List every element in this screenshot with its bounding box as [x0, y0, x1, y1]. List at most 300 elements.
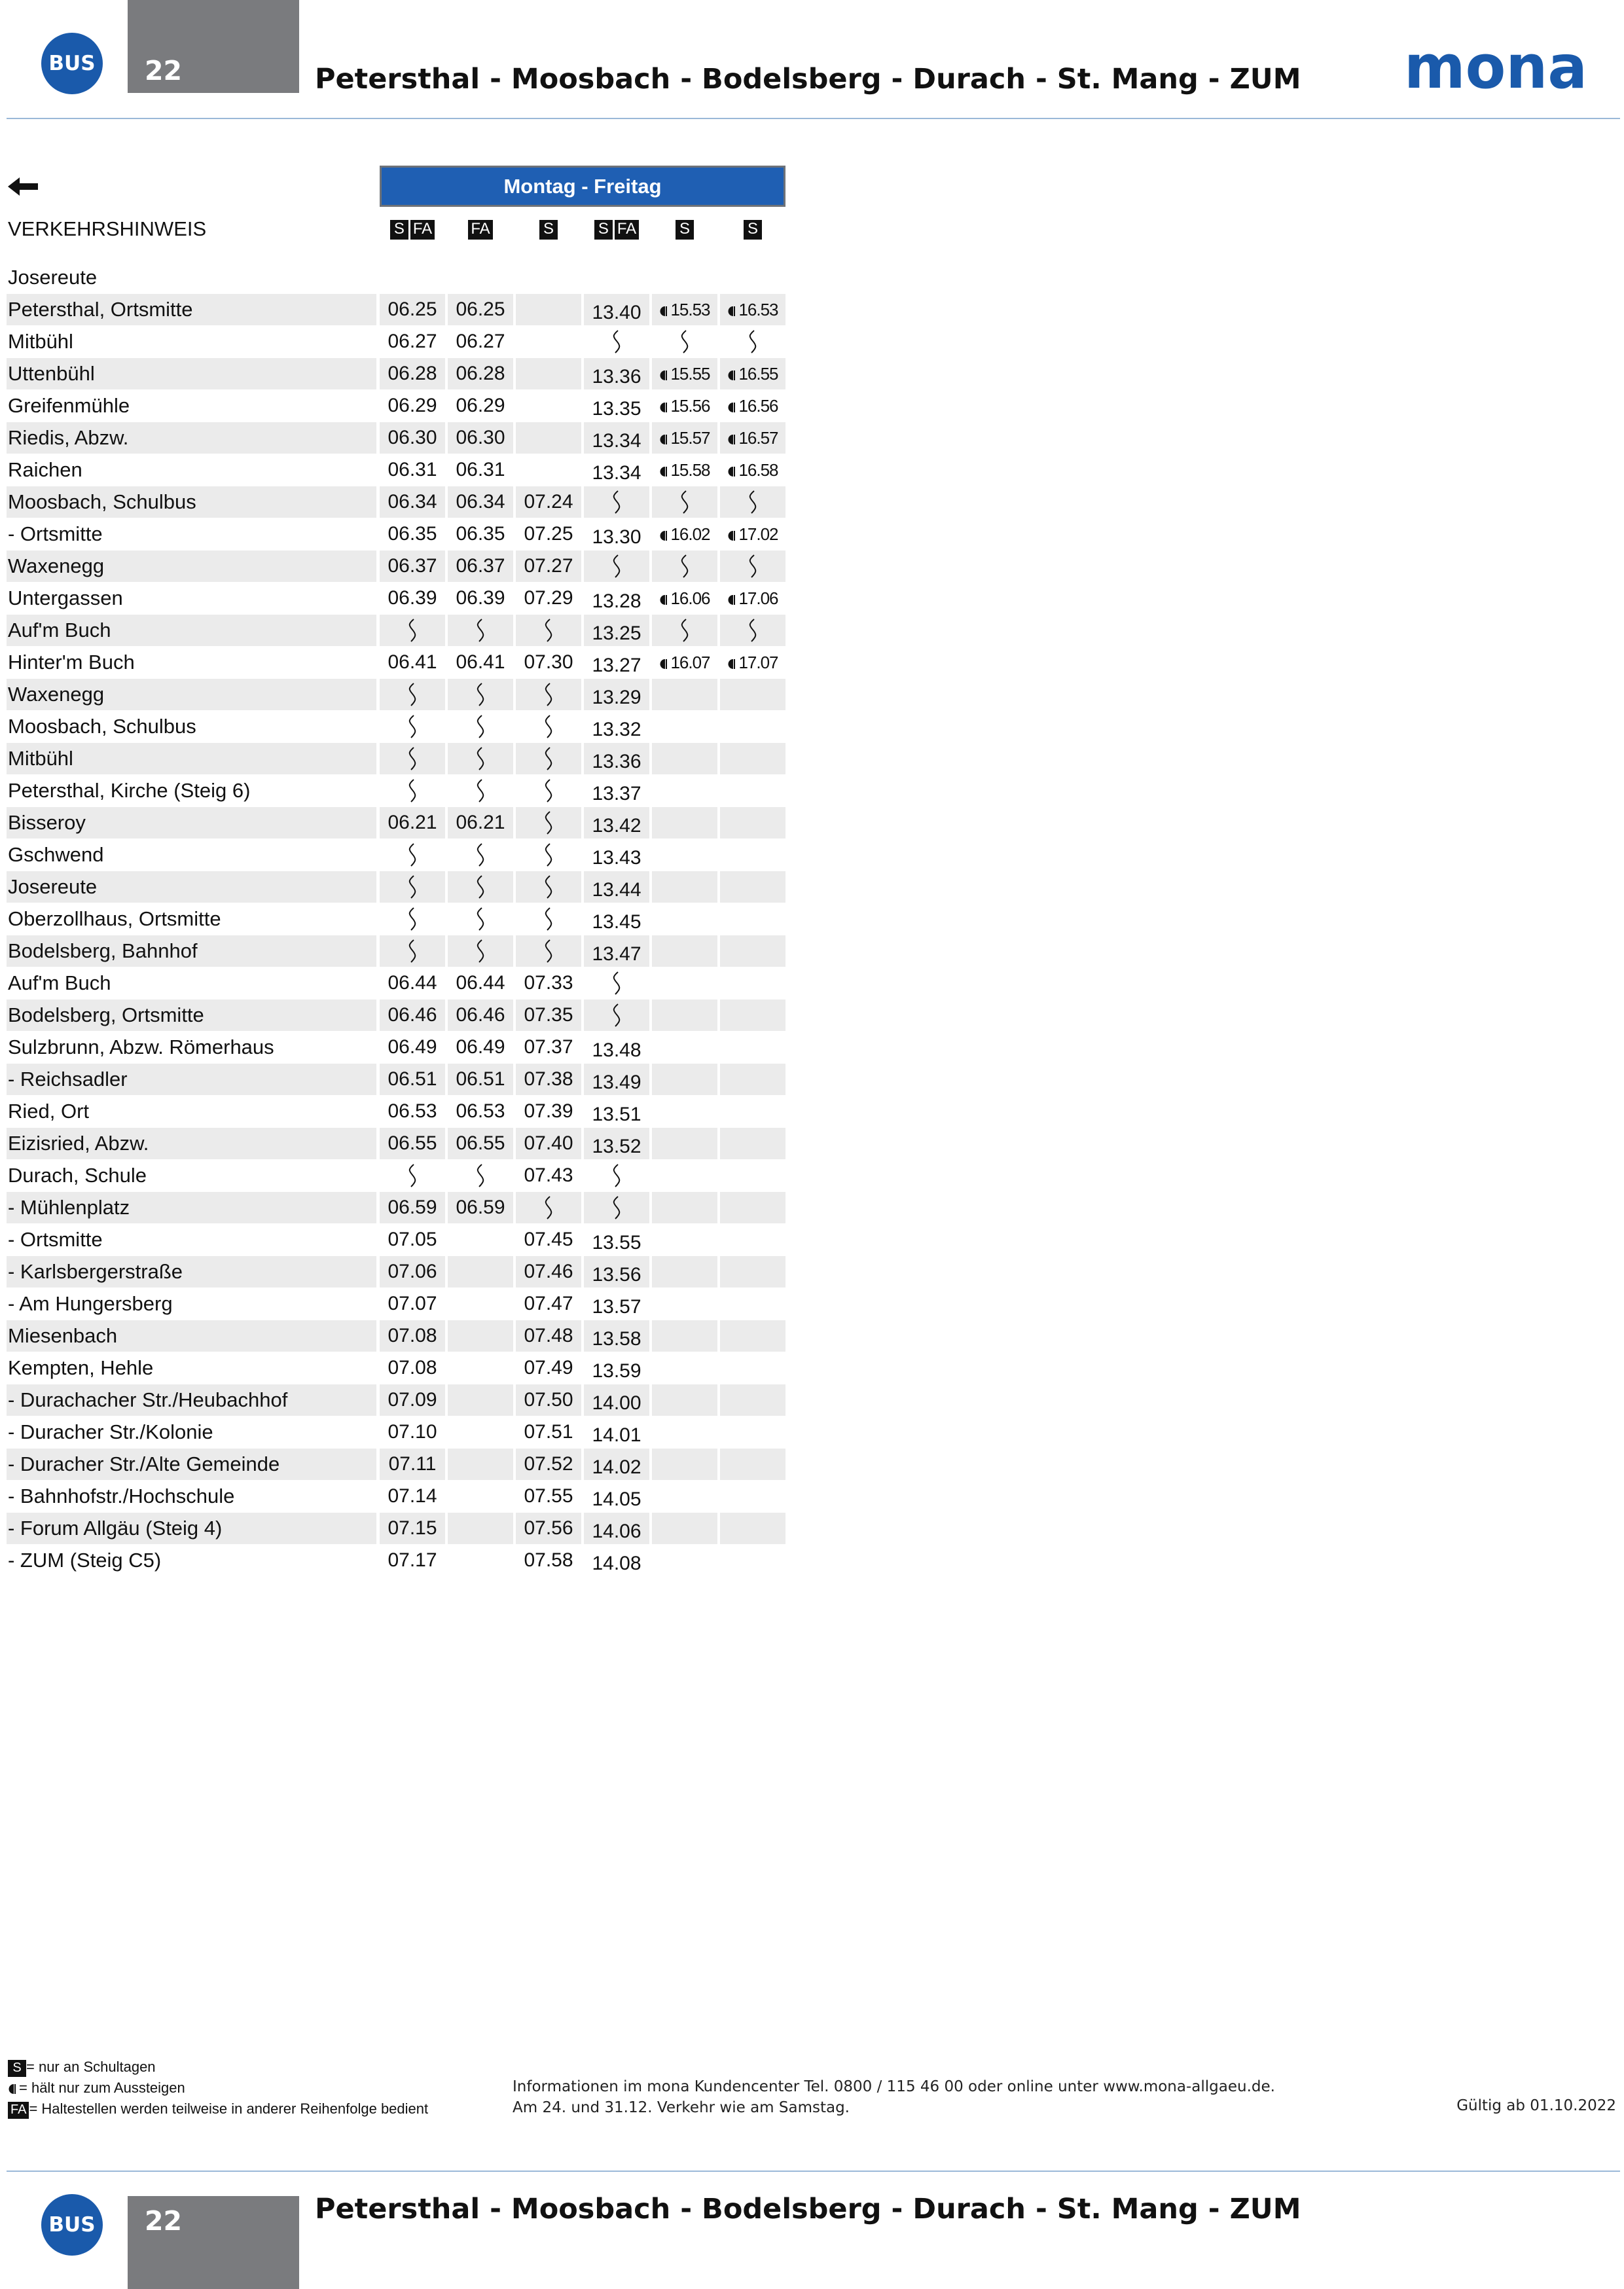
empty-time-cell	[448, 1384, 513, 1416]
header-divider	[7, 118, 1620, 119]
timetable-row	[0, 903, 792, 935]
passes-without-stop-icon	[720, 486, 785, 518]
empty-time-cell	[720, 1192, 785, 1223]
time-value: 06.41	[388, 651, 437, 673]
departure-time	[380, 967, 445, 999]
time-value: 07.05	[388, 1229, 437, 1250]
empty-time-cell	[720, 1256, 785, 1288]
stop-name: Petersthal, Kirche (Steig 6)	[8, 779, 251, 802]
stop-name: Bisseroy	[7, 807, 376, 838]
passes-without-stop-icon	[720, 615, 785, 646]
departure-time	[584, 294, 649, 325]
empty-time-cell	[448, 1256, 513, 1288]
stop-name: Mitbühl	[8, 330, 73, 353]
exit-only-icon	[659, 434, 669, 445]
time-value: 07.55	[524, 1485, 573, 1507]
route-title: Petersthal - Moosbach - Bodelsberg - Durach - St. Mang - ZUM	[315, 2193, 1301, 2226]
time-value: 07.35	[524, 1004, 573, 1026]
departure-time	[720, 454, 785, 486]
time-value: 13.59	[592, 1360, 641, 1382]
time-value: 16.53	[738, 300, 778, 319]
passes-without-stop-icon	[516, 903, 581, 935]
day-type-banner	[380, 166, 785, 207]
time-value: 13.49	[592, 1072, 641, 1093]
departure-time	[380, 486, 445, 518]
passes-without-stop-icon	[380, 743, 445, 774]
school-days-badge: S	[744, 220, 762, 240]
mona-logo-text: mona	[1404, 43, 1587, 94]
departure-time	[380, 294, 445, 325]
passes-without-stop-icon	[380, 775, 445, 806]
exit-only-icon	[727, 658, 737, 670]
departure-time	[516, 1160, 581, 1191]
time-value: 07.46	[524, 1261, 573, 1282]
departure-time	[516, 550, 581, 582]
time-value: 06.37	[456, 555, 505, 577]
departure-time	[448, 454, 513, 486]
time-value: 13.47	[592, 943, 641, 965]
timetable-row	[0, 358, 792, 390]
legend-order-text: = Haltestellen werden teilweise in anderer Reihenfolge bedient	[29, 2100, 429, 2117]
empty-time-cell	[652, 839, 717, 871]
timetable-row	[0, 1032, 792, 1064]
time-value: 07.06	[388, 1261, 437, 1282]
time-value: 07.09	[388, 1389, 437, 1411]
timetable-row	[0, 839, 792, 871]
time-value: 06.25	[388, 298, 437, 320]
passes-without-stop-icon	[584, 1000, 649, 1031]
empty-time-cell	[516, 422, 581, 454]
time-value: 13.37	[592, 783, 641, 804]
departure-time	[516, 1545, 581, 1576]
time-value: 14.02	[592, 1456, 641, 1478]
line-number-box	[128, 0, 299, 93]
empty-time-cell	[652, 807, 717, 838]
time-value: 06.59	[456, 1197, 505, 1218]
departure-time	[516, 1224, 581, 1255]
timetable-row	[0, 1000, 792, 1032]
time-value: 07.56	[524, 1517, 573, 1539]
passes-without-stop-icon	[516, 935, 581, 967]
departure-time	[380, 422, 445, 454]
departure-time	[448, 1128, 513, 1159]
stop-name: Sulzbrunn, Abzw. Römerhaus	[8, 1036, 274, 1058]
empty-time-cell	[652, 935, 717, 967]
time-value: 06.44	[388, 972, 437, 994]
exit-only-icon	[659, 594, 669, 605]
trip-note-cell	[652, 219, 717, 241]
passes-without-stop-icon	[652, 615, 717, 646]
empty-time-cell	[448, 1449, 513, 1480]
time-value: 06.31	[388, 459, 437, 480]
empty-time-cell	[448, 1320, 513, 1352]
time-value: 13.57	[592, 1296, 641, 1318]
time-value: 06.31	[456, 459, 505, 480]
stop-name: - Forum Allgäu (Steig 4)	[7, 1513, 376, 1544]
empty-time-cell	[720, 1288, 785, 1320]
customer-info	[513, 2076, 1275, 2118]
exit-only-icon	[727, 466, 737, 477]
passes-without-stop-icon	[448, 743, 513, 774]
stop-name: - Am Hungersberg	[8, 1292, 173, 1315]
stop-name: Bodelsberg, Ortsmitte	[7, 1000, 376, 1031]
time-value: 13.36	[592, 751, 641, 772]
empty-time-cell	[448, 1513, 513, 1544]
trip-note-cell	[380, 219, 445, 241]
empty-time-cell	[720, 711, 785, 742]
passes-without-stop-icon	[448, 775, 513, 806]
time-value: 16.57	[738, 428, 778, 448]
time-value: 13.42	[592, 815, 641, 837]
time-value: 13.43	[592, 847, 641, 869]
passes-without-stop-icon	[584, 1160, 649, 1191]
time-value: 17.02	[738, 524, 778, 544]
departure-time	[516, 1513, 581, 1544]
passes-without-stop-icon	[584, 550, 649, 582]
bus-mode-icon	[41, 33, 103, 94]
exit-only-icon	[8, 2083, 18, 2095]
timetable-row	[0, 1384, 792, 1416]
timetable-row	[0, 1160, 792, 1192]
departure-time	[380, 358, 445, 389]
time-value: 15.53	[670, 300, 710, 319]
stop-name: Auf'm Buch	[8, 971, 111, 994]
stop-name: Bodelsberg, Bahnhof	[7, 935, 376, 967]
empty-time-cell	[652, 1320, 717, 1352]
passes-without-stop-icon	[380, 903, 445, 935]
departure-time	[584, 583, 649, 614]
timetable-row	[0, 294, 792, 326]
time-value: 07.39	[524, 1100, 573, 1122]
time-value: 07.11	[388, 1453, 437, 1475]
empty-time-cell	[720, 1481, 785, 1512]
timetable-row	[0, 807, 792, 839]
passes-without-stop-icon	[380, 935, 445, 967]
empty-time-cell	[448, 1545, 513, 1576]
departure-time	[516, 1064, 581, 1095]
empty-time-cell	[516, 262, 581, 293]
departure-time	[448, 1192, 513, 1223]
time-value: 06.49	[388, 1036, 437, 1058]
empty-time-cell	[652, 1288, 717, 1320]
timetable-row	[0, 967, 792, 1000]
time-value: 07.49	[524, 1357, 573, 1379]
time-value: 13.25	[592, 622, 641, 644]
departure-time	[584, 1096, 649, 1127]
passes-without-stop-icon	[516, 871, 581, 903]
departure-time	[584, 1416, 649, 1448]
departure-time	[584, 1449, 649, 1480]
arrow-left-icon	[7, 175, 39, 201]
stop-name: Greifenmühle	[8, 394, 130, 417]
exit-only-icon	[659, 370, 669, 381]
time-value: 13.35	[592, 398, 641, 420]
order-badge: FA	[468, 220, 492, 240]
line-number: 22	[145, 2205, 183, 2237]
departure-time	[720, 358, 785, 389]
legend-exit-only-text: = hält nur zum Aussteigen	[19, 2080, 185, 2096]
time-value: 14.00	[592, 1392, 641, 1414]
departure-time	[448, 390, 513, 422]
time-value: 07.08	[388, 1325, 437, 1346]
exit-only-icon	[727, 402, 737, 413]
empty-time-cell	[720, 903, 785, 935]
departure-time	[380, 1128, 445, 1159]
empty-time-cell	[720, 1416, 785, 1448]
legend-school-days	[8, 2057, 428, 2078]
empty-time-cell	[720, 679, 785, 710]
departure-time	[516, 518, 581, 550]
time-value: 13.48	[592, 1039, 641, 1061]
empty-time-cell	[720, 1160, 785, 1191]
time-value: 06.46	[388, 1004, 437, 1026]
time-value: 06.53	[388, 1100, 437, 1122]
passes-without-stop-icon	[516, 711, 581, 742]
empty-time-cell	[720, 1513, 785, 1544]
stop-name: - Duracher Str./Alte Gemeinde	[7, 1449, 376, 1480]
time-value: 07.43	[524, 1164, 573, 1186]
empty-time-cell	[516, 454, 581, 486]
departure-time	[584, 390, 649, 422]
stop-name: Josereute	[7, 871, 376, 903]
order-badge: FA	[410, 220, 435, 240]
customer-info-line-1: Informationen im mona Kundencenter Tel. 0800 / 115 46 00 oder online unter www.mona-allgaeu.de.	[513, 2078, 1275, 2095]
empty-time-cell	[652, 743, 717, 774]
empty-time-cell	[720, 871, 785, 903]
departure-time	[584, 679, 649, 710]
trip-note-cell	[720, 219, 785, 241]
time-value: 07.25	[524, 523, 573, 545]
time-value: 13.32	[592, 719, 641, 740]
departure-time	[584, 1064, 649, 1095]
time-value: 06.39	[456, 587, 505, 609]
stop-name: Petersthal, Ortsmitte	[7, 294, 376, 325]
time-value: 06.55	[456, 1132, 505, 1154]
passes-without-stop-icon	[584, 486, 649, 518]
departure-time	[584, 358, 649, 389]
stop-name: Gschwend	[8, 843, 104, 866]
time-value: 07.52	[524, 1453, 573, 1475]
departure-time	[448, 550, 513, 582]
time-value: 07.17	[388, 1549, 437, 1571]
departure-time	[448, 583, 513, 614]
empty-time-cell	[448, 1224, 513, 1255]
stop-name: Hinter'm Buch	[8, 651, 135, 674]
empty-time-cell	[720, 1384, 785, 1416]
time-value: 13.55	[592, 1232, 641, 1253]
empty-time-cell	[652, 262, 717, 293]
empty-time-cell	[652, 871, 717, 903]
stop-name: Josereute	[8, 266, 98, 289]
line-number-box	[128, 2196, 299, 2289]
time-value: 16.02	[670, 524, 710, 544]
bus-mode-label: BUS	[48, 52, 96, 75]
time-value: 06.49	[456, 1036, 505, 1058]
empty-time-cell	[584, 262, 649, 293]
departure-time	[380, 1064, 445, 1095]
time-value: 06.30	[388, 427, 437, 448]
departure-time	[584, 807, 649, 838]
passes-without-stop-icon	[380, 839, 445, 871]
departure-time	[448, 967, 513, 999]
stop-name: - Ortsmitte	[8, 522, 103, 545]
empty-time-cell	[652, 1160, 717, 1191]
empty-time-cell	[652, 1128, 717, 1159]
departure-time	[584, 743, 649, 774]
legend	[8, 2057, 428, 2119]
stop-name: Moosbach, Schulbus	[7, 486, 376, 518]
passes-without-stop-icon	[448, 839, 513, 871]
timetable-row	[0, 390, 792, 422]
departure-time	[380, 1032, 445, 1063]
timetable-row	[0, 615, 792, 647]
empty-time-cell	[720, 1064, 785, 1095]
time-value: 13.36	[592, 366, 641, 388]
time-value: 07.14	[388, 1485, 437, 1507]
passes-without-stop-icon	[720, 326, 785, 357]
time-value: 17.07	[738, 653, 778, 672]
time-value: 15.57	[670, 428, 710, 448]
departure-time	[720, 583, 785, 614]
time-value: 07.33	[524, 972, 573, 994]
empty-time-cell	[720, 743, 785, 774]
stop-name: Mitbühl	[7, 743, 376, 774]
time-value: 14.05	[592, 1488, 641, 1510]
timetable-row	[0, 1320, 792, 1352]
passes-without-stop-icon	[448, 871, 513, 903]
departure-time	[584, 615, 649, 646]
departure-time	[380, 1384, 445, 1416]
passes-without-stop-icon	[380, 711, 445, 742]
mona-logo	[1404, 43, 1589, 98]
time-value: 06.55	[388, 1132, 437, 1154]
empty-time-cell	[652, 775, 717, 806]
departure-time	[652, 518, 717, 550]
passes-without-stop-icon	[448, 1160, 513, 1191]
stop-name: Moosbach, Schulbus	[8, 715, 196, 738]
departure-time	[584, 1481, 649, 1512]
departure-time	[652, 454, 717, 486]
day-type-label: Montag - Freitag	[503, 174, 662, 198]
departure-time	[516, 967, 581, 999]
exit-only-icon	[727, 370, 737, 381]
stop-name: - Mühlenplatz	[7, 1192, 376, 1223]
passes-without-stop-icon	[652, 550, 717, 582]
departure-time	[584, 839, 649, 871]
empty-time-cell	[720, 1449, 785, 1480]
departure-time	[380, 1192, 445, 1223]
timetable-row	[0, 1128, 792, 1160]
school-days-badge: S	[594, 220, 613, 240]
empty-time-cell	[720, 1128, 785, 1159]
time-value: 06.41	[456, 651, 505, 673]
time-value: 06.59	[388, 1197, 437, 1218]
departure-time	[448, 326, 513, 357]
exit-only-icon	[659, 530, 669, 541]
departure-time	[516, 1449, 581, 1480]
empty-time-cell	[652, 679, 717, 710]
stop-name: Auf'm Buch	[7, 615, 376, 646]
departure-time	[584, 1545, 649, 1576]
time-value: 06.21	[388, 812, 437, 833]
passes-without-stop-icon	[516, 679, 581, 710]
timetable-row	[0, 1545, 792, 1577]
legend-exit-only	[8, 2078, 428, 2099]
timetable-row	[0, 1352, 792, 1384]
departure-time	[584, 1352, 649, 1384]
empty-time-cell	[516, 358, 581, 389]
time-value: 06.27	[456, 331, 505, 352]
stop-name: Raichen	[8, 458, 82, 481]
departure-time	[584, 871, 649, 903]
time-value: 07.50	[524, 1389, 573, 1411]
departure-time	[652, 647, 717, 678]
timetable-row	[0, 583, 792, 615]
traffic-notes-label: VERKEHRSHINWEIS	[8, 217, 207, 240]
timetable-row	[0, 679, 792, 711]
timetable-row	[0, 775, 792, 807]
empty-time-cell	[380, 262, 445, 293]
departure-time	[448, 486, 513, 518]
time-value: 07.29	[524, 587, 573, 609]
stop-name: - Karlsbergerstraße	[7, 1256, 376, 1288]
time-value: 13.58	[592, 1328, 641, 1350]
departure-time	[516, 1032, 581, 1063]
time-value: 07.40	[524, 1132, 573, 1154]
departure-time	[448, 647, 513, 678]
departure-time	[584, 1513, 649, 1544]
departure-time	[584, 422, 649, 454]
empty-time-cell	[516, 390, 581, 422]
timetable-row	[0, 486, 792, 518]
passes-without-stop-icon	[516, 743, 581, 774]
empty-time-cell	[652, 1064, 717, 1095]
time-value: 07.51	[524, 1421, 573, 1443]
time-value: 13.30	[592, 526, 641, 548]
line-number: 22	[145, 55, 183, 86]
passes-without-stop-icon	[448, 679, 513, 710]
departure-time	[584, 1224, 649, 1255]
exit-only-icon	[659, 402, 669, 413]
time-value: 06.39	[388, 587, 437, 609]
departure-time	[652, 294, 717, 325]
departure-time	[448, 518, 513, 550]
stop-name: Untergassen	[8, 586, 123, 609]
time-value: 07.48	[524, 1325, 573, 1346]
time-value: 07.08	[388, 1357, 437, 1379]
time-value: 16.06	[670, 588, 710, 608]
departure-time	[584, 935, 649, 967]
departure-time	[516, 1352, 581, 1384]
departure-time	[516, 1481, 581, 1512]
time-value: 06.35	[456, 523, 505, 545]
stop-name: Eizisried, Abzw.	[7, 1128, 376, 1159]
passes-without-stop-icon	[652, 486, 717, 518]
empty-time-cell	[720, 807, 785, 838]
time-value: 07.37	[524, 1036, 573, 1058]
departure-time	[448, 1096, 513, 1127]
passes-without-stop-icon	[720, 550, 785, 582]
departure-time	[584, 1032, 649, 1063]
exit-only-icon	[659, 658, 669, 670]
departure-time	[516, 1416, 581, 1448]
empty-time-cell	[652, 1545, 717, 1576]
empty-time-cell	[720, 839, 785, 871]
time-value: 15.58	[670, 460, 710, 480]
empty-time-cell	[652, 903, 717, 935]
exit-only-icon	[659, 466, 669, 477]
school-days-badge: S	[539, 220, 558, 240]
